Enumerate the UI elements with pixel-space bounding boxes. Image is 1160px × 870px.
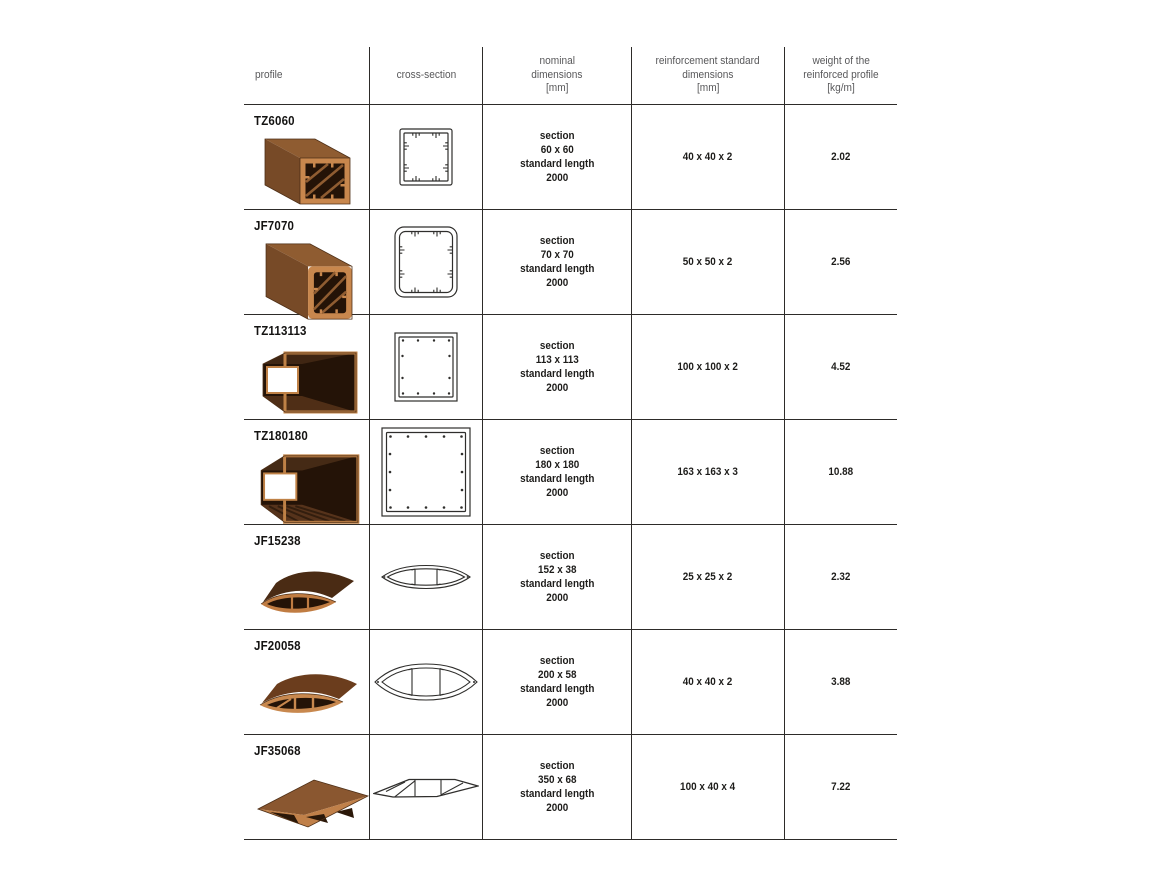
reinforcement-cell: 40 x 40 x 2 <box>632 630 785 735</box>
profile-cell <box>244 735 370 840</box>
header-profile: profile <box>244 47 370 105</box>
square-section-dots-drawing <box>394 332 458 402</box>
cross-section-cell <box>370 210 483 315</box>
profile-name: TZ113113 <box>254 324 307 338</box>
blade-section-drawing <box>373 774 479 800</box>
spec-table <box>244 47 897 840</box>
header-weight: weight of the reinforced profile [kg/m] <box>785 47 897 105</box>
profile-cell <box>244 525 370 630</box>
nominal-dimensions-cell: section 350 x 68 standard length 2000 <box>483 735 632 840</box>
reinforcement-cell: 100 x 40 x 4 <box>632 735 785 840</box>
wing-profile-image <box>254 771 372 829</box>
weight-cell: 4.52 <box>785 315 897 420</box>
profile-cell <box>244 315 370 420</box>
profile-name: JF7070 <box>254 219 295 233</box>
profile-name: JF20058 <box>254 639 301 653</box>
reinforcement-cell: 100 x 100 x 2 <box>632 315 785 420</box>
nominal-dimensions-cell: section 200 x 58 standard length 2000 <box>483 630 632 735</box>
square-tube-ribbed-image <box>258 134 362 208</box>
open-square-tube-image <box>260 344 360 426</box>
weight-cell: 10.88 <box>785 420 897 525</box>
open-square-tube-large-image <box>258 449 362 535</box>
large-square-section-dots-drawing <box>381 427 471 517</box>
nominal-dimensions-cell: section 60 x 60 standard length 2000 <box>483 105 632 210</box>
nominal-dimensions-cell: section 152 x 38 standard length 2000 <box>483 525 632 630</box>
square-tube-ribbed-rounded-image <box>260 239 360 323</box>
profile-cell <box>244 105 370 210</box>
nominal-dimensions-cell: section 180 x 180 standard length 2000 <box>483 420 632 525</box>
lens-section-large-drawing <box>374 661 478 703</box>
profile-name: TZ180180 <box>254 429 308 443</box>
cross-section-cell <box>370 735 483 840</box>
profile-cell <box>244 210 370 315</box>
profile-cell <box>244 420 370 525</box>
weight-cell: 3.88 <box>785 630 897 735</box>
reinforcement-cell: 40 x 40 x 2 <box>632 105 785 210</box>
header-nominal-dimensions: nominal dimensions [mm] <box>483 47 632 105</box>
reinforcement-cell: 50 x 50 x 2 <box>632 210 785 315</box>
cross-section-cell <box>370 630 483 735</box>
cross-section-cell <box>370 315 483 420</box>
lens-profile-small-image <box>258 561 362 619</box>
weight-cell: 2.56 <box>785 210 897 315</box>
profile-name: TZ6060 <box>254 114 295 128</box>
profile-cell <box>244 630 370 735</box>
profile-name: JF15238 <box>254 534 301 548</box>
weight-cell: 2.32 <box>785 525 897 630</box>
cross-section-cell <box>370 105 483 210</box>
cross-section-cell <box>370 420 483 525</box>
weight-cell: 2.02 <box>785 105 897 210</box>
reinforcement-cell: 25 x 25 x 2 <box>632 525 785 630</box>
nominal-dimensions-cell: section 113 x 113 standard length 2000 <box>483 315 632 420</box>
cross-section-cell <box>370 525 483 630</box>
rounded-square-section-ticks-drawing <box>394 226 458 298</box>
square-section-ticks-drawing <box>399 128 453 186</box>
lens-section-small-drawing <box>381 564 471 590</box>
profile-name: JF35068 <box>254 744 301 758</box>
lens-profile-large-image <box>257 666 363 718</box>
weight-cell: 7.22 <box>785 735 897 840</box>
nominal-dimensions-cell: section 70 x 70 standard length 2000 <box>483 210 632 315</box>
header-cross-section: cross-section <box>370 47 483 105</box>
header-reinforcement-dimensions: reinforcement standard dimensions [mm] <box>632 47 785 105</box>
reinforcement-cell: 163 x 163 x 3 <box>632 420 785 525</box>
